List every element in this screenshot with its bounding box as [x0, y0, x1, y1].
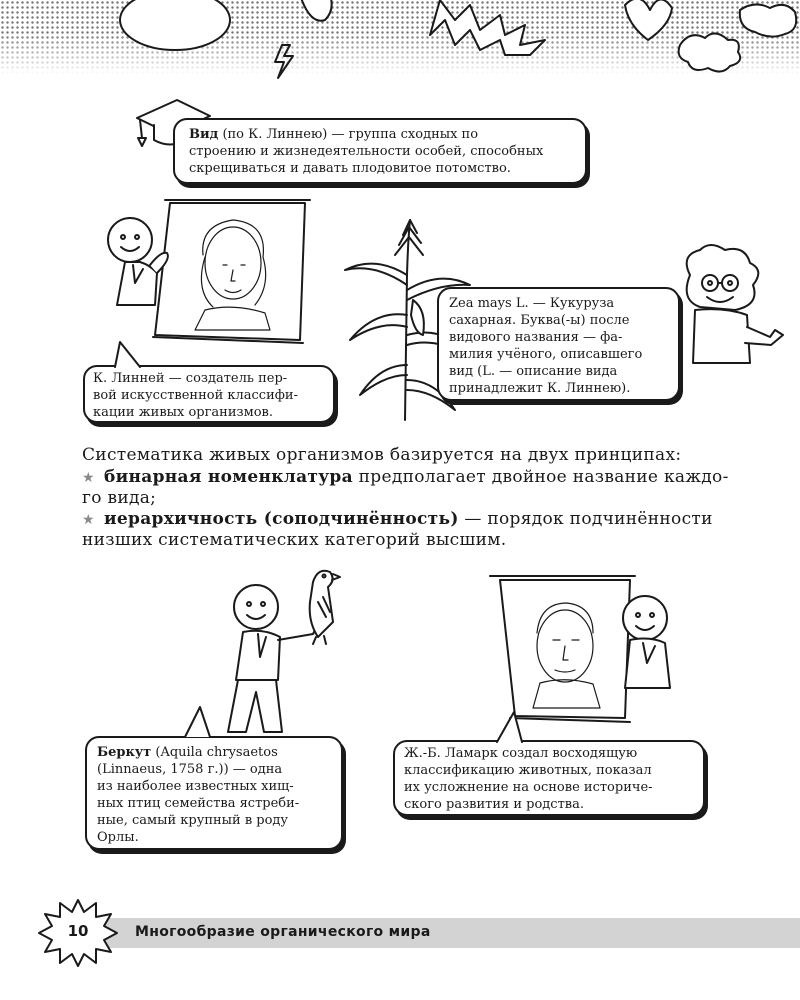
lamarck-box [393, 740, 705, 816]
lamarck-portrait-illustration [485, 568, 675, 728]
zea-line-1: Zea mays L. — Кукуруза [449, 296, 615, 311]
definition-line-2: строению и жизнедеятельности особей, способных [189, 144, 544, 159]
zea-line-4: милия учёного, описавшего [449, 347, 643, 362]
bullet-2-text: — порядок подчинённости [458, 509, 713, 529]
bullet-2 [82, 509, 713, 531]
lamarck-line-4: ского развития и родства. [404, 797, 584, 812]
berkut-term: Беркут [97, 745, 152, 760]
bullet-1-text: предполагает двойное название каждо- [352, 467, 729, 487]
star-icon: ★ [82, 512, 95, 528]
berkut-line-6: Орлы. [97, 830, 139, 845]
footer-title: Многообразие органического мира [135, 924, 431, 940]
header-decorations [0, 0, 800, 90]
zea-mays-box [437, 287, 680, 401]
zea-line-3: видового названия — фа- [449, 330, 623, 345]
lamarck-line-1: Ж.-Б. Ламарк создал восходящую [404, 746, 638, 761]
page-number: 10 [67, 922, 89, 940]
definition-box [173, 118, 587, 184]
bullet-2-term: иерархичность (соподчинённость) [104, 509, 459, 529]
lamarck-line-2: классификацию животных, показал [404, 763, 652, 778]
linnaeus-line-3: кации живых организмов. [93, 405, 273, 420]
berkut-line-5: ные, самый крупный в роду [97, 813, 289, 828]
main-intro: Систематика живых организмов базируется на двух принципах: [82, 445, 682, 465]
speech-tail [492, 710, 532, 745]
lamarck-line-3: их усложнение на основе историче- [404, 780, 653, 795]
berkut-box [85, 736, 343, 850]
berkut-line-1: (Aquila chrysaetos [151, 745, 278, 760]
bullet-1-term: бинарная номенклатура [104, 467, 353, 487]
bullet-1-continuation: го вида; [82, 488, 157, 508]
zea-line-2: сахарная. Буква(-ы) после [449, 313, 630, 328]
zea-line-5: вид (L. — описание вида [449, 364, 618, 379]
berkut-line-3: из наиболее известных хищ- [97, 779, 294, 794]
definition-term: Вид [189, 127, 219, 142]
speech-tail [110, 340, 150, 370]
definition-line-3: скрещиваться и давать плодовитое потомство. [189, 161, 511, 176]
linnaeus-line-2: вой искусственной классифи- [93, 388, 298, 403]
definition-line-1: (по К. Линнею) — группа сходных по [222, 127, 479, 142]
berkut-line-2: (Linnaeus, 1758 г.)) — одна [97, 762, 283, 777]
zea-line-6: принадлежит К. Линнею). [449, 381, 631, 396]
bullet-2-continuation: низших систематических категорий высшим. [82, 530, 507, 550]
star-icon: ★ [82, 470, 95, 486]
linnaeus-box [83, 365, 335, 423]
scientist-illustration [675, 245, 785, 365]
linnaeus-line-1: К. Линней — создатель пер- [93, 371, 288, 386]
berkut-line-4: ных птиц семейства ястреби- [97, 796, 300, 811]
bullet-1 [82, 467, 729, 489]
man-with-eagle-illustration [218, 562, 368, 737]
speech-tail [180, 705, 220, 740]
